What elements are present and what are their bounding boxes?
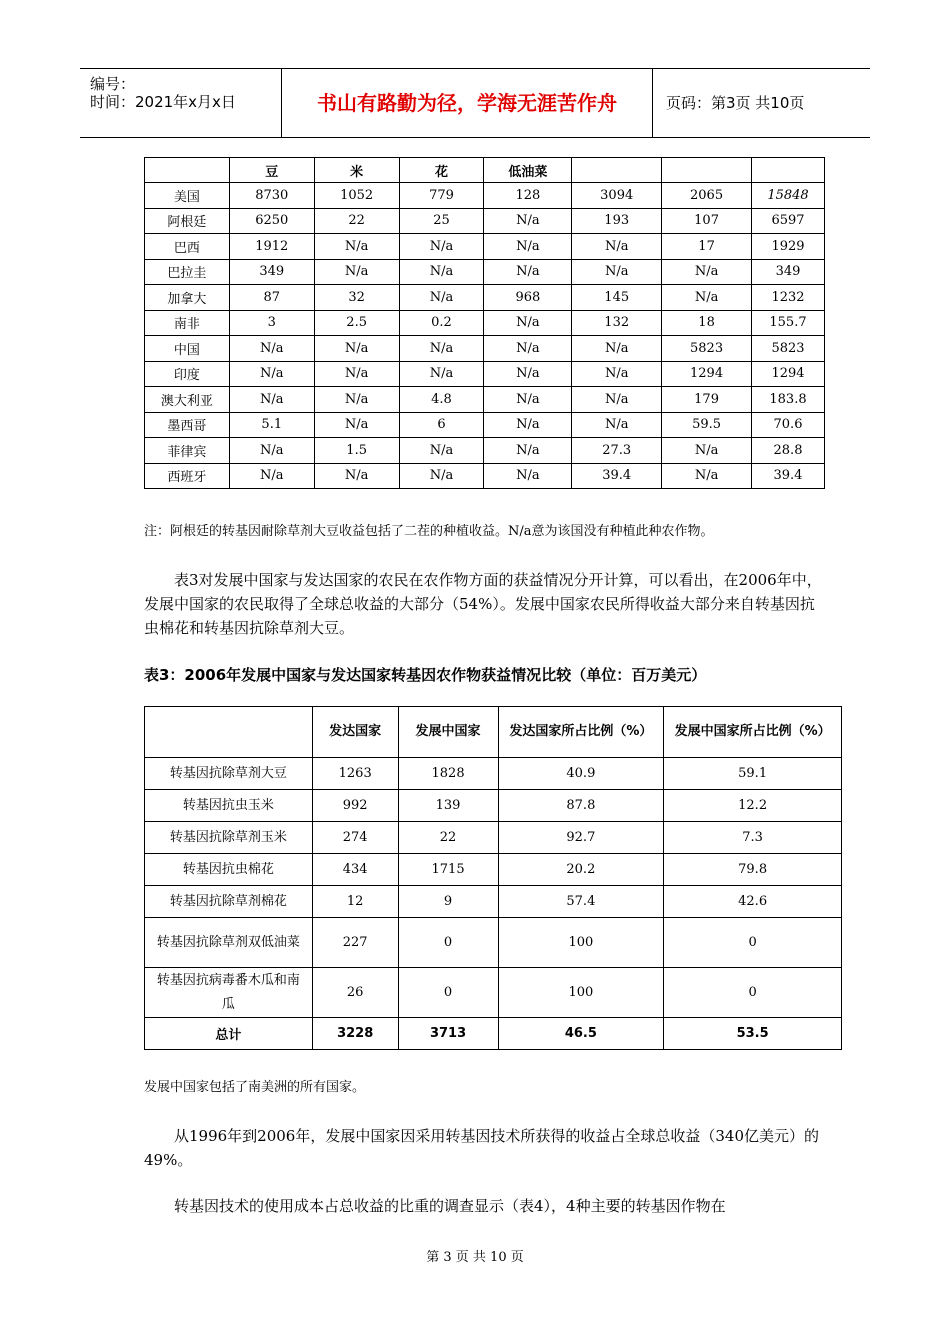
table1-note: 注：阿根廷的转基因耐除草剂大豆收益包括了二茬的种植收益。N/a意为该国没有种植此种农作物。 [144, 524, 714, 539]
table-row [145, 183, 825, 209]
table-cell: 26 [312, 968, 398, 1018]
table-cell: 5823 [662, 336, 752, 362]
table-cell: 53.5 [664, 1018, 842, 1050]
table-cell: N/a [484, 361, 572, 387]
table-header-cell [145, 158, 230, 183]
paragraph-1 [144, 568, 824, 640]
table-cell: 39.4 [752, 463, 825, 489]
table-cell: 183.8 [752, 387, 825, 413]
developing-vs-developed-table [144, 706, 842, 1050]
table-row [145, 968, 842, 1018]
table-cell: 87.8 [498, 790, 664, 822]
table-cell: 28.8 [752, 438, 825, 464]
table-row [145, 463, 825, 489]
table-row [145, 208, 825, 234]
table-cell: 18 [662, 310, 752, 336]
table-cell: N/a [484, 412, 572, 438]
table-cell: 39.4 [572, 463, 662, 489]
table-cell: N/a [484, 259, 572, 285]
table-row [145, 336, 825, 362]
page-header [80, 68, 870, 138]
table-header-cell: 发展中国家所占比例（%） [664, 707, 842, 758]
table-cell: 179 [662, 387, 752, 413]
table-cell: 5.1 [229, 412, 314, 438]
table-cell: N/a [399, 463, 484, 489]
table-cell: 779 [399, 183, 484, 209]
table-header-row [145, 707, 842, 758]
table-cell: N/a [314, 387, 399, 413]
table-cell: 菲律宾 [145, 438, 230, 464]
paragraph-2-text: 从1996年到2006年，发展中国家因采用转基因技术所获得的收益占全球总收益（340亿美元）的49%。 [144, 1127, 819, 1169]
table-cell: 42.6 [664, 886, 842, 918]
table-cell: N/a [572, 336, 662, 362]
table-cell: 100 [498, 968, 664, 1018]
table-row [145, 918, 842, 968]
table-cell: 12 [312, 886, 398, 918]
table-cell: N/a [314, 463, 399, 489]
table-cell: 转基因抗虫棉花 [145, 854, 313, 886]
table-cell: 27.3 [572, 438, 662, 464]
table-header-cell: 花 [399, 158, 484, 183]
table-cell: 3094 [572, 183, 662, 209]
table-cell: 转基因抗病毒番木瓜和南瓜 [145, 968, 313, 1018]
table-cell: 墨西哥 [145, 412, 230, 438]
table-row [145, 285, 825, 311]
table-cell: N/a [572, 234, 662, 260]
table-cell: 1715 [398, 854, 498, 886]
table-cell: 40.9 [498, 758, 664, 790]
table-row [145, 790, 842, 822]
table-cell: N/a [484, 387, 572, 413]
table-cell: 132 [572, 310, 662, 336]
table-cell: 79.8 [664, 854, 842, 886]
table-cell: 中国 [145, 336, 230, 362]
table-cell: 6250 [229, 208, 314, 234]
table-row [145, 234, 825, 260]
table-cell: 15848 [752, 183, 825, 209]
header-info [80, 69, 280, 137]
table-cell: 1294 [662, 361, 752, 387]
table-cell: 加拿大 [145, 285, 230, 311]
table2-caption: 表3：2006年发展中国家与发达国家转基因农作物获益情况比较（单位：百万美元） [144, 666, 707, 684]
table-cell: 3228 [312, 1018, 398, 1050]
table-header-cell: 发达国家 [312, 707, 398, 758]
table-cell: N/a [572, 259, 662, 285]
table-header-cell [752, 158, 825, 183]
table-cell: 印度 [145, 361, 230, 387]
table-cell: 12.2 [664, 790, 842, 822]
table-cell: 25 [399, 208, 484, 234]
table-cell: N/a [399, 259, 484, 285]
table-cell: 22 [314, 208, 399, 234]
table-cell: N/a [314, 412, 399, 438]
table-cell: N/a [229, 336, 314, 362]
table-cell: 992 [312, 790, 398, 822]
table-cell: 128 [484, 183, 572, 209]
table-cell: N/a [229, 463, 314, 489]
table-cell: 1929 [752, 234, 825, 260]
paragraph-3-text: 转基因技术的使用成本占总收益的比重的调查显示（表4），4种主要的转基因作物在 [174, 1197, 726, 1215]
table-header-cell: 发展中国家 [398, 707, 498, 758]
table-cell: 349 [752, 259, 825, 285]
table-cell: 87 [229, 285, 314, 311]
table-cell: 南非 [145, 310, 230, 336]
table-cell: 32 [314, 285, 399, 311]
table-cell: N/a [662, 438, 752, 464]
table-cell: 0 [664, 918, 842, 968]
table-cell: 1232 [752, 285, 825, 311]
table-cell: N/a [572, 387, 662, 413]
table-cell: 澳大利亚 [145, 387, 230, 413]
table-cell: 转基因抗除草剂玉米 [145, 822, 313, 854]
table-row [145, 438, 825, 464]
table-cell: 西班牙 [145, 463, 230, 489]
table-cell: N/a [662, 463, 752, 489]
table-cell: N/a [314, 361, 399, 387]
table-cell: 1.5 [314, 438, 399, 464]
table-row [145, 758, 842, 790]
table-cell: 59.5 [662, 412, 752, 438]
table-cell: 92.7 [498, 822, 664, 854]
table-cell: 274 [312, 822, 398, 854]
table-header-cell [572, 158, 662, 183]
table-cell: 1828 [398, 758, 498, 790]
table-total-row [145, 1018, 842, 1050]
table-cell: 100 [498, 918, 664, 968]
table-cell: 转基因抗除草剂大豆 [145, 758, 313, 790]
table-row [145, 361, 825, 387]
table-cell: 0.2 [399, 310, 484, 336]
table-row [145, 387, 825, 413]
table-cell: 107 [662, 208, 752, 234]
table-cell: 7.3 [664, 822, 842, 854]
table-cell: N/a [399, 234, 484, 260]
table-cell: 2.5 [314, 310, 399, 336]
table-row [145, 854, 842, 886]
table-cell: 3713 [398, 1018, 498, 1050]
table-cell: 1294 [752, 361, 825, 387]
table-cell: 美国 [145, 183, 230, 209]
table-cell: N/a [399, 361, 484, 387]
page-footer: 第 3 页 共 10 页 [426, 1250, 524, 1265]
table2-note: 发展中国家包括了南美洲的所有国家。 [144, 1080, 366, 1095]
table-cell: N/a [572, 361, 662, 387]
table-cell: 70.6 [752, 412, 825, 438]
table-cell: 17 [662, 234, 752, 260]
table-cell: N/a [314, 259, 399, 285]
table-cell: 6597 [752, 208, 825, 234]
table-row [145, 822, 842, 854]
table-cell: N/a [399, 285, 484, 311]
table-cell: 8730 [229, 183, 314, 209]
table-header-row [145, 158, 825, 183]
table-cell: N/a [662, 285, 752, 311]
table-cell: 968 [484, 285, 572, 311]
table-row [145, 259, 825, 285]
number-label: 编号： [90, 75, 136, 93]
table-cell: N/a [484, 310, 572, 336]
table-cell: 227 [312, 918, 398, 968]
table-header-cell: 低油菜 [484, 158, 572, 183]
table-header-cell [662, 158, 752, 183]
table-cell: 4.8 [399, 387, 484, 413]
table-cell: 139 [398, 790, 498, 822]
table-row [145, 310, 825, 336]
header-divider [652, 69, 653, 137]
table-header-cell: 米 [314, 158, 399, 183]
table-cell: 转基因抗除草剂双低油菜 [145, 918, 313, 968]
table-cell: 3 [229, 310, 314, 336]
table-cell: 阿根廷 [145, 208, 230, 234]
table-cell: 193 [572, 208, 662, 234]
table-cell: 1052 [314, 183, 399, 209]
table-cell: 349 [229, 259, 314, 285]
table-header-cell: 发达国家所占比例（%） [498, 707, 664, 758]
header-motto: 书山有路勤为径，学海无涯苦作舟 [317, 91, 617, 115]
table-cell: 0 [398, 918, 498, 968]
paragraph-1-text: 表3对发展中国家与发达国家的农民在农作物方面的获益情况分开计算，可以看出，在2006年中，发展中国家的农民取得了全球总收益的大部分（54%）。发展中国家农民所得收益大部分来自转基因抗虫棉花和转基因抗除草剂大豆。 [144, 571, 822, 637]
table-cell: 155.7 [752, 310, 825, 336]
table-cell: N/a [484, 208, 572, 234]
table-cell: 20.2 [498, 854, 664, 886]
paragraph-2 [144, 1124, 824, 1172]
table-cell: N/a [399, 438, 484, 464]
table-cell: 巴西 [145, 234, 230, 260]
table-cell: N/a [572, 412, 662, 438]
header-page-label: 页码：第3页 共10页 [666, 94, 805, 112]
table-cell: N/a [662, 259, 752, 285]
table-cell: 总计 [145, 1018, 313, 1050]
table-cell: N/a [484, 438, 572, 464]
table-cell: N/a [314, 336, 399, 362]
table-cell: 2065 [662, 183, 752, 209]
table-cell: 57.4 [498, 886, 664, 918]
table-cell: 9 [398, 886, 498, 918]
table-cell: N/a [399, 336, 484, 362]
paragraph-3 [144, 1194, 824, 1218]
table-cell: 转基因抗虫玉米 [145, 790, 313, 822]
table-row [145, 886, 842, 918]
table-cell: N/a [314, 234, 399, 260]
table-cell: 145 [572, 285, 662, 311]
table-header-cell [145, 707, 313, 758]
table-cell: 巴拉圭 [145, 259, 230, 285]
table-cell: 59.1 [664, 758, 842, 790]
table-cell: N/a [229, 387, 314, 413]
table-cell: N/a [484, 463, 572, 489]
table-cell: N/a [484, 336, 572, 362]
table-cell: 22 [398, 822, 498, 854]
table-cell: 6 [399, 412, 484, 438]
table-cell: 1912 [229, 234, 314, 260]
table-cell: 转基因抗除草剂棉花 [145, 886, 313, 918]
table-cell: N/a [229, 438, 314, 464]
time-label: 时间：2021年x月x日 [90, 93, 236, 111]
table-cell: 46.5 [498, 1018, 664, 1050]
table-cell: 1263 [312, 758, 398, 790]
table-cell: N/a [229, 361, 314, 387]
table-cell: N/a [484, 234, 572, 260]
table-cell: 0 [664, 968, 842, 1018]
table-row [145, 412, 825, 438]
table-cell: 5823 [752, 336, 825, 362]
table-cell: 0 [398, 968, 498, 1018]
table-cell: 434 [312, 854, 398, 886]
table-header-cell: 豆 [229, 158, 314, 183]
crop-benefit-table [144, 157, 825, 489]
